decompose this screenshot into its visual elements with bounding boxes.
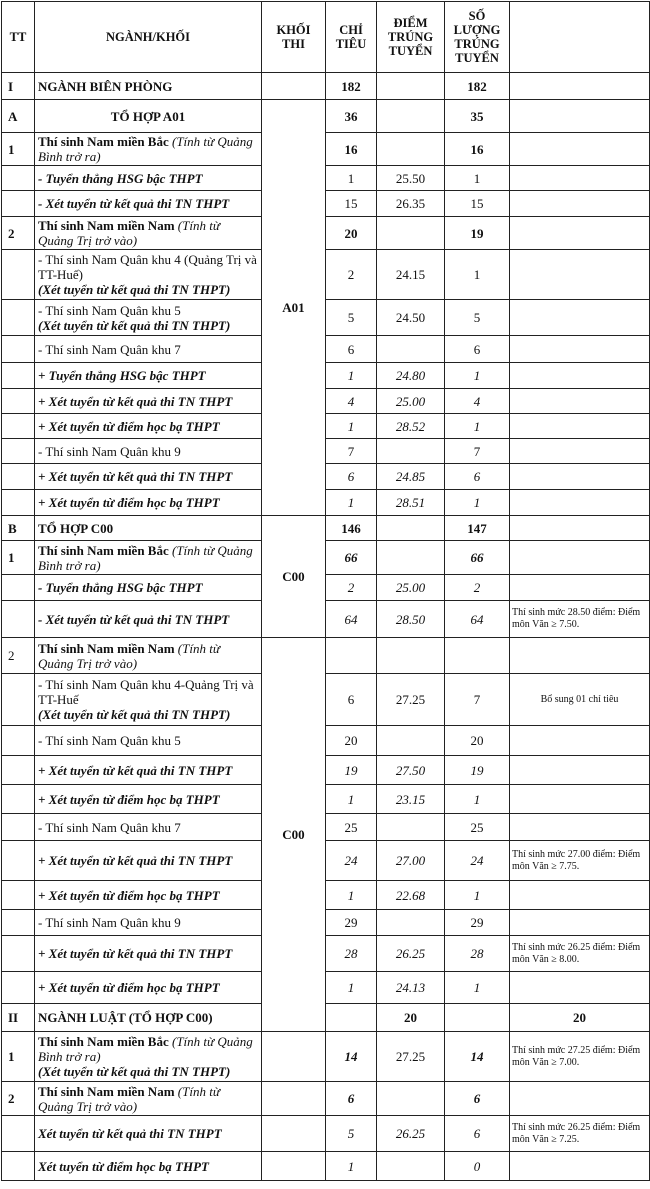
row-so: 66	[445, 541, 510, 575]
table-row	[2, 936, 650, 972]
row-tt	[2, 814, 35, 841]
row-so: 182	[445, 73, 510, 100]
row-diem	[377, 100, 445, 133]
row-note: Thí sinh mức 27.00 điểm: Điểm môn Văn ≥ 7.75.	[510, 841, 650, 881]
row-tt	[2, 601, 35, 638]
table-row	[2, 191, 650, 217]
row-tt	[2, 1152, 35, 1181]
table-row	[2, 910, 650, 936]
row-diem: 28.51	[377, 490, 445, 516]
row-note	[510, 389, 650, 414]
row-khoi-a01: A01	[262, 100, 326, 516]
table-row	[2, 1152, 650, 1181]
row-diem	[377, 73, 445, 100]
table-row	[2, 250, 650, 300]
row-name-main: Thí sinh Nam miền Nam	[38, 1083, 175, 1099]
row-name-sub2: (Xét tuyển từ kết quả thi TN THPT)	[38, 1064, 231, 1079]
row-chi: 182	[326, 73, 377, 100]
row-note	[510, 217, 650, 250]
row-so: 24	[445, 841, 510, 881]
row-so: 7	[445, 674, 510, 726]
table-row	[2, 133, 650, 166]
table-row	[2, 363, 650, 389]
row-diem: 28.52	[377, 414, 445, 439]
table-row	[2, 516, 650, 541]
row-tt: A	[2, 100, 35, 133]
row-diem: 24.50	[377, 300, 445, 336]
header-tt: TT	[2, 2, 35, 73]
row-name	[35, 217, 262, 250]
row-tt	[2, 414, 35, 439]
table-row	[2, 217, 650, 250]
row-so: 2	[445, 575, 510, 601]
row-diem: 27.50	[377, 756, 445, 785]
row-note	[510, 100, 650, 133]
table-row	[2, 841, 650, 881]
row-name: + Xét tuyển từ kết quả thi TN THPT	[35, 464, 262, 490]
row-so: 4	[445, 389, 510, 414]
row-tt	[2, 972, 35, 1004]
row-diem: 27.25	[377, 674, 445, 726]
row-name	[35, 250, 262, 300]
table-row	[2, 100, 650, 133]
row-chi: 1	[326, 785, 377, 814]
row-tt	[2, 575, 35, 601]
table-row	[2, 300, 650, 336]
row-diem: 24.13	[377, 972, 445, 1004]
row-tt	[2, 756, 35, 785]
row-so: 25	[445, 814, 510, 841]
table-row	[2, 336, 650, 363]
row-note	[510, 972, 650, 1004]
row-name: + Xét tuyển từ điểm học bạ THPT	[35, 490, 262, 516]
row-tt: I	[2, 73, 35, 100]
row-name	[35, 300, 262, 336]
row-chi: 1	[326, 972, 377, 1004]
row-note	[510, 300, 650, 336]
row-name: + Xét tuyển từ kết quả thi TN THPT	[35, 841, 262, 881]
row-diem	[377, 541, 445, 575]
row-name-main: - Thí sinh Nam Quân khu 5	[38, 302, 181, 318]
table-row	[2, 814, 650, 841]
row-name-main: Thí sinh Nam miền Nam	[38, 218, 175, 233]
table-row	[2, 726, 650, 756]
row-tt	[2, 881, 35, 910]
row-chi: 1	[326, 490, 377, 516]
row-note	[510, 250, 650, 300]
row-note	[510, 73, 650, 100]
row-diem	[445, 1004, 510, 1032]
row-note	[510, 336, 650, 363]
row-khoi-c00-2: C00	[262, 638, 326, 1032]
row-name: - Thí sinh Nam Quân khu 9	[35, 910, 262, 936]
row-name: - Xét tuyển từ kết quả thi TN THPT	[35, 191, 262, 217]
row-name: - Thí sinh Nam Quân khu 7	[35, 336, 262, 363]
row-chi: 1	[326, 414, 377, 439]
row-so: 20	[445, 726, 510, 756]
row-name: NGÀNH BIÊN PHÒNG	[35, 73, 262, 100]
row-so: 1	[445, 363, 510, 389]
row-chi: 28	[326, 936, 377, 972]
table-row	[2, 1004, 650, 1032]
row-so: 1	[445, 166, 510, 191]
header-chi-tieu: CHỈ TIÊU	[326, 2, 377, 73]
row-name	[35, 638, 262, 674]
row-name-main: - Thí sinh Nam Quân khu 4-Quảng Trị và TT-Huế	[38, 677, 254, 707]
row-note: Thí sinh mức 26.25 điểm: Điểm môn Văn ≥ 7.25.	[510, 1116, 650, 1152]
row-so: 147	[445, 516, 510, 541]
row-so	[445, 638, 510, 674]
row-chi: 15	[326, 191, 377, 217]
row-khoi	[262, 1116, 326, 1152]
row-diem: 22.68	[377, 881, 445, 910]
row-so: 0	[445, 1152, 510, 1181]
row-name-sub: (Xét tuyển từ kết quả thi TN THPT)	[38, 317, 231, 333]
row-so: 15	[445, 191, 510, 217]
table-row	[2, 464, 650, 490]
row-so: 19	[445, 756, 510, 785]
row-name: + Tuyển thẳng HSG bậc THPT	[35, 363, 262, 389]
row-diem: 26.35	[377, 191, 445, 217]
row-tt: 1	[2, 133, 35, 166]
row-diem: 25.00	[377, 575, 445, 601]
row-tt	[2, 363, 35, 389]
row-name: NGÀNH LUẬT (TỔ HỢP C00)	[35, 1004, 262, 1032]
row-diem: 26.25	[377, 1116, 445, 1152]
row-name: Xét tuyển từ điểm học bạ THPT	[35, 1152, 262, 1181]
row-name	[35, 1082, 262, 1116]
table-row	[2, 972, 650, 1004]
table-row	[2, 414, 650, 439]
row-tt	[2, 785, 35, 814]
row-name: + Xét tuyển từ điểm học bạ THPT	[35, 881, 262, 910]
row-chi: 7	[326, 439, 377, 464]
row-so: 5	[445, 300, 510, 336]
row-so: 1	[445, 785, 510, 814]
row-tt	[2, 910, 35, 936]
row-diem	[377, 638, 445, 674]
row-chi: 19	[326, 756, 377, 785]
row-chi: 14	[326, 1032, 377, 1082]
row-diem: 24.15	[377, 250, 445, 300]
row-note: Thí sinh mức 27.25 điểm: Điểm môn Văn ≥ 7.00.	[510, 1032, 650, 1082]
row-name: - Tuyển thẳng HSG bậc THPT	[35, 575, 262, 601]
row-name: + Xét tuyển từ kết quả thi TN THPT	[35, 756, 262, 785]
row-khoi	[262, 1152, 326, 1181]
row-diem	[377, 814, 445, 841]
row-khoi	[326, 1004, 377, 1032]
row-note: Bổ sung 01 chỉ tiêu	[510, 674, 650, 726]
row-note	[510, 191, 650, 217]
row-diem	[377, 1152, 445, 1181]
row-chi: 6	[326, 464, 377, 490]
row-name: + Xét tuyển từ điểm học bạ THPT	[35, 414, 262, 439]
row-note	[510, 814, 650, 841]
row-chi	[326, 638, 377, 674]
row-diem	[377, 910, 445, 936]
row-so: 64	[445, 601, 510, 638]
row-name: + Xét tuyển từ điểm học bạ THPT	[35, 972, 262, 1004]
row-diem	[377, 726, 445, 756]
row-chi: 2	[326, 250, 377, 300]
row-note	[510, 363, 650, 389]
row-chi: 1	[326, 881, 377, 910]
row-chi: 1	[326, 363, 377, 389]
row-so: 14	[445, 1032, 510, 1082]
row-name-sub: (Tính từ Quảng Trị trở vào)	[38, 218, 220, 248]
row-note	[510, 881, 650, 910]
row-name	[35, 1032, 262, 1082]
row-note	[510, 166, 650, 191]
row-tt: B	[2, 516, 35, 541]
row-diem: 25.00	[377, 389, 445, 414]
row-tt	[2, 1116, 35, 1152]
row-chi: 1	[326, 166, 377, 191]
row-so: 35	[445, 100, 510, 133]
row-khoi	[262, 1032, 326, 1082]
row-note	[510, 756, 650, 785]
row-name: TỔ HỢP C00	[35, 516, 262, 541]
row-name: TỔ HỢP A01	[35, 100, 262, 133]
row-diem: 26.25	[377, 936, 445, 972]
row-chi: 64	[326, 601, 377, 638]
row-note	[510, 464, 650, 490]
row-tt	[2, 841, 35, 881]
row-chi: 6	[326, 1082, 377, 1116]
row-diem	[377, 217, 445, 250]
row-diem: 27.25	[377, 1032, 445, 1082]
row-name-sub: (Tính từ Quảng Bình trở ra)	[38, 134, 253, 164]
row-so: 1	[445, 490, 510, 516]
row-chi: 6	[326, 336, 377, 363]
row-name: - Thí sinh Nam Quân khu 5	[35, 726, 262, 756]
row-tt: 1	[2, 1032, 35, 1082]
row-note: Thí sinh mức 28.50 điểm: Điểm môn Văn ≥ 7.50.	[510, 601, 650, 638]
row-tt	[2, 250, 35, 300]
row-name: + Xét tuyển từ điểm học bạ THPT	[35, 785, 262, 814]
row-so: 6	[445, 1082, 510, 1116]
row-tt	[2, 936, 35, 972]
row-note	[510, 516, 650, 541]
row-tt	[2, 674, 35, 726]
row-tt	[2, 300, 35, 336]
row-tt: 2	[2, 1082, 35, 1116]
row-name-sub: (Tính từ Quảng Trị trở vào)	[38, 1083, 220, 1114]
row-diem: 27.00	[377, 841, 445, 881]
row-chi: 24	[326, 841, 377, 881]
row-chi: 20	[377, 1004, 445, 1032]
row-diem: 24.85	[377, 464, 445, 490]
row-chi: 6	[326, 674, 377, 726]
row-name-main: Thí sinh Nam miền Bắc	[38, 134, 169, 149]
row-so: 6	[445, 464, 510, 490]
row-name-sub: (Tính từ Quảng Bình trở ra)	[38, 1034, 253, 1064]
table-row	[2, 166, 650, 191]
row-diem: 25.50	[377, 166, 445, 191]
row-name: Xét tuyển từ kết quả thi TN THPT	[35, 1116, 262, 1152]
row-note	[510, 414, 650, 439]
row-tt: 1	[2, 541, 35, 575]
row-tt	[2, 439, 35, 464]
row-note	[510, 910, 650, 936]
row-name-main: Thí sinh Nam miền Nam	[38, 640, 175, 656]
row-so: 7	[445, 439, 510, 464]
row-chi: 36	[326, 100, 377, 133]
row-tt	[2, 464, 35, 490]
row-note	[510, 133, 650, 166]
row-khoi	[262, 73, 326, 100]
row-chi: 20	[326, 217, 377, 250]
row-tt: 2	[2, 638, 35, 674]
row-note	[510, 439, 650, 464]
row-note	[510, 1082, 650, 1116]
row-name-sub: (Tính từ Quảng Bình trở ra)	[38, 542, 253, 573]
header-so-luong: SỐ LƯỢNG TRÚNG TUYỂN	[445, 2, 510, 73]
row-note	[510, 490, 650, 516]
row-chi: 5	[326, 1116, 377, 1152]
row-name	[35, 674, 262, 726]
row-so: 19	[445, 217, 510, 250]
row-chi: 4	[326, 389, 377, 414]
row-tt	[2, 336, 35, 363]
row-tt: 2	[2, 217, 35, 250]
row-name: - Xét tuyển từ kết quả thi TN THPT	[35, 601, 262, 638]
row-so: 6	[445, 336, 510, 363]
row-diem	[377, 1082, 445, 1116]
row-name-sub: (Xét tuyển từ kết quả thi TN THPT)	[38, 282, 231, 297]
row-name-main: Thí sinh Nam miền Bắc	[38, 542, 169, 558]
row-chi: 16	[326, 133, 377, 166]
table-row	[2, 638, 650, 674]
row-diem: 28.50	[377, 601, 445, 638]
table-row	[2, 1032, 650, 1082]
row-so: 1	[445, 881, 510, 910]
row-so: 1	[445, 414, 510, 439]
row-tt	[2, 490, 35, 516]
row-name	[35, 541, 262, 575]
row-tt	[2, 389, 35, 414]
row-so: 28	[445, 936, 510, 972]
table-row	[2, 389, 650, 414]
row-so: 16	[445, 133, 510, 166]
table-row	[2, 73, 650, 100]
header-nganh: NGÀNH/KHỐI	[35, 2, 262, 73]
table-row	[2, 674, 650, 726]
table-row	[2, 601, 650, 638]
row-chi: 20	[326, 726, 377, 756]
header-row	[2, 2, 650, 73]
row-chi: 66	[326, 541, 377, 575]
row-name-main: Thí sinh Nam miền Bắc	[38, 1034, 169, 1049]
row-name-sub: (Xét tuyển từ kết quả thi TN THPT)	[38, 707, 231, 722]
row-chi: 5	[326, 300, 377, 336]
table-row	[2, 541, 650, 575]
row-name-sub: (Tính từ Quảng Trị trở vào)	[38, 640, 220, 671]
row-note	[510, 638, 650, 674]
table-row	[2, 490, 650, 516]
row-so: 1	[445, 972, 510, 1004]
table-row	[2, 881, 650, 910]
row-note	[510, 1152, 650, 1181]
row-so: 1	[445, 250, 510, 300]
row-name: - Thí sinh Nam Quân khu 7	[35, 814, 262, 841]
row-note	[510, 575, 650, 601]
row-name: + Xét tuyển từ kết quả thi TN THPT	[35, 389, 262, 414]
header-khoi: KHỐI THI	[262, 2, 326, 73]
row-name: - Thí sinh Nam Quân khu 9	[35, 439, 262, 464]
row-tt	[2, 166, 35, 191]
row-diem	[377, 336, 445, 363]
row-note: Thí sinh mức 26.25 điểm: Điểm môn Văn ≥ 8.00.	[510, 936, 650, 972]
row-note	[510, 726, 650, 756]
table-row	[2, 785, 650, 814]
row-diem: 23.15	[377, 785, 445, 814]
row-chi: 146	[326, 516, 377, 541]
row-diem	[377, 516, 445, 541]
table-row	[2, 1116, 650, 1152]
header-diem: ĐIỂM TRÚNG TUYỂN	[377, 2, 445, 73]
row-tt	[2, 191, 35, 217]
row-chi: 2	[326, 575, 377, 601]
row-khoi-c00: C00	[262, 516, 326, 638]
row-tt	[2, 726, 35, 756]
admission-table	[1, 1, 650, 1181]
row-name: + Xét tuyển từ kết quả thi TN THPT	[35, 936, 262, 972]
row-chi: 1	[326, 1152, 377, 1181]
row-diem: 24.80	[377, 363, 445, 389]
row-name-main: - Thí sinh Nam Quân khu 4 (Quảng Trị và TT-Huế)	[38, 252, 257, 282]
row-name: - Tuyển thẳng HSG bậc THPT	[35, 166, 262, 191]
header-ghi-chu	[510, 2, 650, 73]
row-note	[510, 785, 650, 814]
row-tt: II	[2, 1004, 35, 1032]
row-name	[35, 133, 262, 166]
row-chi: 25	[326, 814, 377, 841]
row-diem	[377, 133, 445, 166]
row-khoi	[262, 1082, 326, 1116]
table-row	[2, 575, 650, 601]
row-so: 6	[445, 1116, 510, 1152]
row-so: 20	[510, 1004, 650, 1032]
row-chi: 29	[326, 910, 377, 936]
row-diem	[377, 439, 445, 464]
row-so: 29	[445, 910, 510, 936]
table-row	[2, 439, 650, 464]
row-note	[510, 541, 650, 575]
table-row	[2, 1082, 650, 1116]
table-row	[2, 756, 650, 785]
